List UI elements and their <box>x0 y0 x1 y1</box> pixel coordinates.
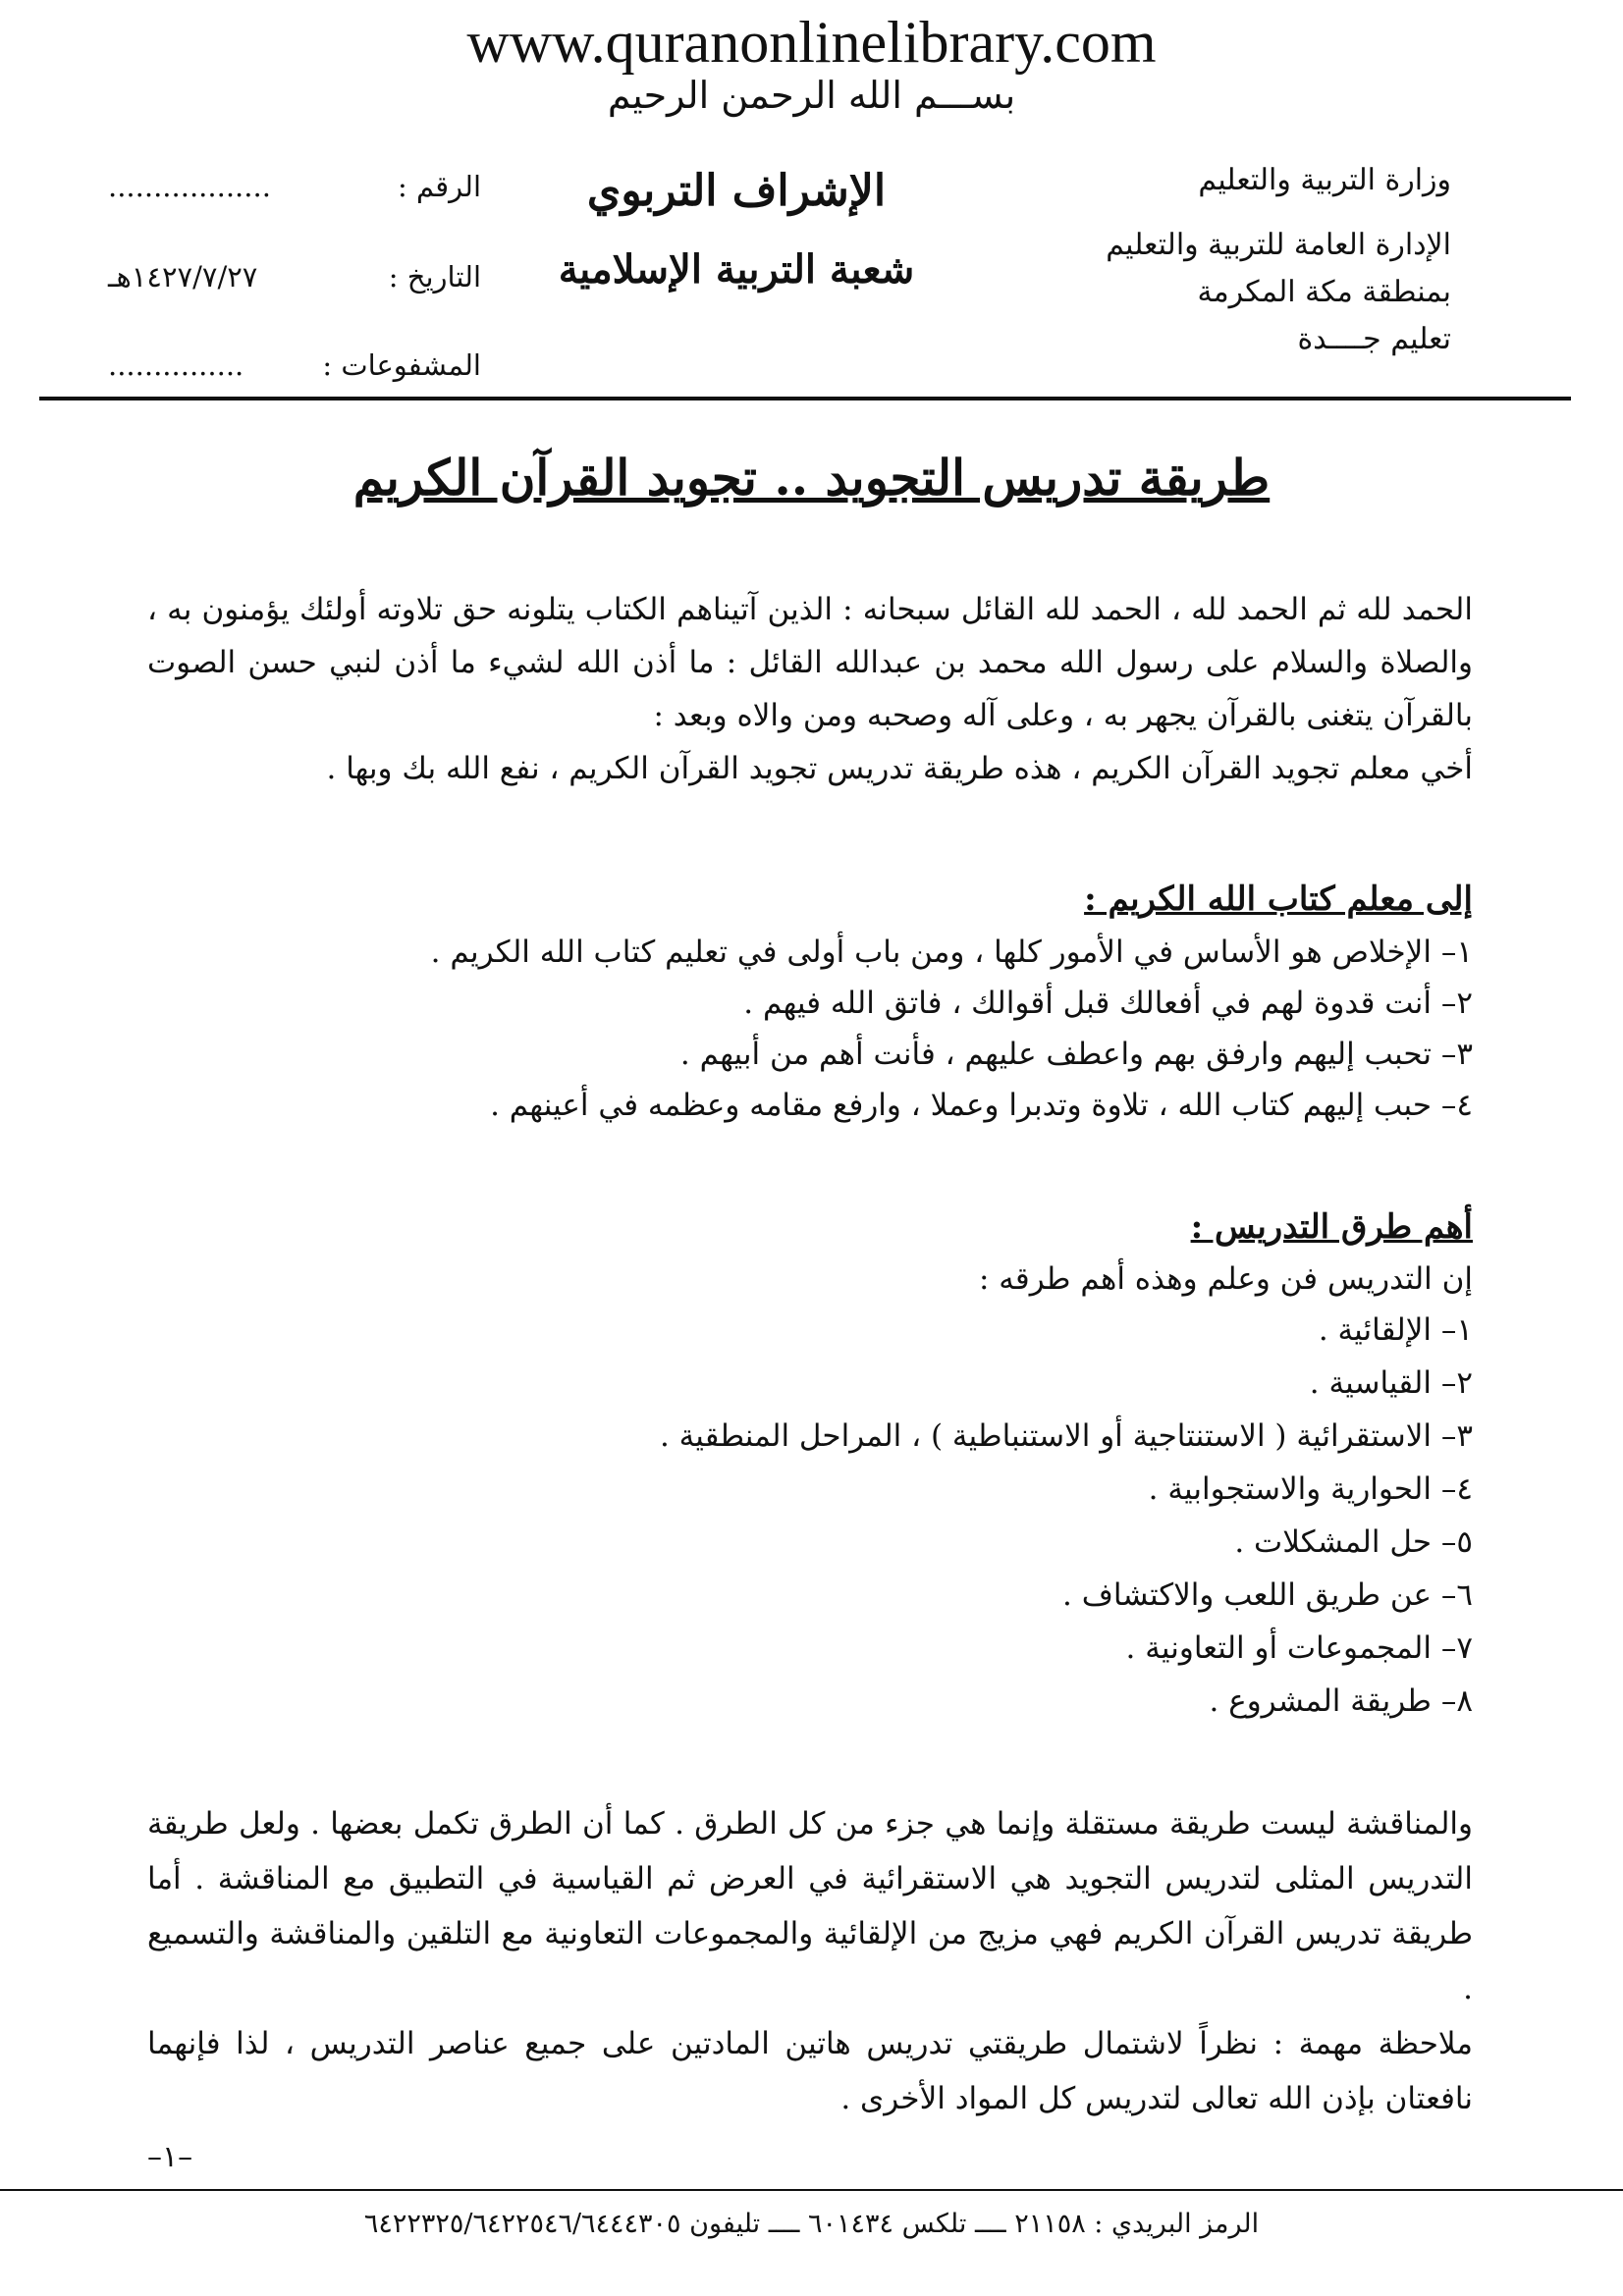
intro-paragraph <box>147 583 1473 795</box>
list-item: ٤– حبب إليهم كتاب الله ، تلاوة وتدبرا وعملا ، وارفع مقامه وعظمه في أعينهم . <box>490 1088 1473 1123</box>
intro-text: الحمد لله ثم الحمد لله ، الحمد لله القائل سبحانه : الذين آتيناهم الكتاب يتلونه حق تلاوته أولئك يؤمنون به ، والصلاة والسلام على رسول الله محمد بن عبدالله القائل : ما أذن الله لشيء ما أذن لنبي حسن الصوت بالقرآن يتغنى بالقرآن يجهر به ، وعلى آله وصحبه ومن والاه وبعد : <box>147 592 1473 733</box>
date-row <box>108 253 481 300</box>
ministry-line: وزارة التربية والتعليم <box>1198 163 1451 197</box>
closing-text: والمناقشة ليست طريقة مستقلة وإنما هي جزء من كل الطرق . كما أن الطرق تكمل بعضها . ولعل طريقة التدريس المثلى لتدريس التجويد هي الاستقرائية في العرض ثم القياسية في التطبيق مع المناقشة . أما طريقة تدريس القرآن الكريم فهي مزيج من الإلقائية والمجموعات التعاونية مع التلقين والمناقشة والتسميع . <box>147 1806 1473 2006</box>
teacher-advice-section <box>147 872 1473 1131</box>
attachments-label: المشفوعات : <box>322 348 481 382</box>
footer-divider <box>0 2189 1623 2191</box>
closing-paragraph <box>147 1796 1473 2126</box>
teacher-advice-list <box>147 927 1473 1131</box>
list-item: ٨– طريقة المشروع . <box>1209 1683 1473 1719</box>
list-item: ٢– القياسية . <box>1309 1365 1473 1401</box>
page-number: –١– <box>147 2140 193 2174</box>
attachments-row <box>108 342 481 389</box>
department-title: الإشراف التربوي <box>586 166 887 216</box>
teaching-methods-heading: أهم طرق التدريس : <box>1190 1207 1473 1247</box>
teaching-methods-lead: إن التدريس فن وعلم وهذه أهم طرقه : <box>978 1261 1473 1297</box>
intro-dedication: أخي معلم تجويد القرآن الكريم ، هذه طريقة تدريس تجويد القرآن الكريم ، نفع الله بك وبها . <box>326 751 1473 786</box>
reference-block <box>108 157 481 389</box>
header-divider <box>39 397 1571 400</box>
list-item: ١– الإخلاص هو الأساس في الأمور كلها ، ومن باب أولى في تعليم كتاب الله الكريم . <box>430 934 1473 970</box>
list-item: ٥– حل المشكلات . <box>1234 1524 1473 1560</box>
teaching-methods-section <box>147 1200 1473 1728</box>
list-item: ٦– عن طريق اللعب والاكتشاف . <box>1062 1577 1473 1613</box>
ref-row <box>108 163 481 210</box>
list-item: ٧– المجموعات أو التعاونية . <box>1125 1630 1473 1666</box>
document-title: طريقة تدريس التجويد .. تجويد القرآن الكريم <box>352 449 1271 507</box>
basmala: بســـم الله الرحمن الرحيم <box>607 74 1016 117</box>
list-item: ٣– الاستقرائية ( الاستنتاجية أو الاستنباطية ) ، المراحل المنطقية . <box>659 1418 1473 1454</box>
list-item: ٣– تحبب إليهم وارفق بهم واعطف عليهم ، فأنت أهم من أبيهم . <box>679 1037 1473 1072</box>
date-value: ١٤٢٧/٧/٢٧هـ <box>108 260 258 294</box>
attachments-value: ............... <box>108 348 244 382</box>
list-item: ٢– أنت قدوة لهم في أفعالك قبل أقوالك ، فاتق الله فيهم . <box>743 986 1473 1021</box>
ministry-block <box>941 157 1451 363</box>
section-title: شعبة التربية الإسلامية <box>558 246 915 293</box>
date-label: التاريخ : <box>388 260 481 294</box>
teacher-advice-heading: إلى معلم كتاب الله الكريم : <box>1084 880 1473 919</box>
region-line: بمنطقة مكة المكرمة <box>1197 275 1451 309</box>
ref-label: الرقم : <box>397 170 481 203</box>
footer-contact: الرمز البريدي : ٢١١٥٨ ــــ تلكس ٦٠١٤٣٤ ــــ تليفون ٦٤٢٢٣٢٥/٦٤٢٢٥٤٦/٦٤٤٤٣٠٥ <box>363 2209 1260 2239</box>
list-item: ٤– الحوارية والاستجوابية . <box>1148 1471 1473 1507</box>
directorate-line: الإدارة العامة للتربية والتعليم <box>1106 228 1451 262</box>
site-url: www.quranonlinelibrary.com <box>466 10 1157 75</box>
list-item: ١– الإلقائية . <box>1318 1312 1473 1348</box>
teaching-methods-list <box>147 1304 1473 1728</box>
office-line: تعليم جــــدة <box>1297 322 1451 356</box>
department-block <box>491 157 982 304</box>
important-note: ملاحظة مهمة : نظراً لاشتمال طريقتي تدريس هاتين المادتين على جميع عناصر التدريس ، لذا فإنهما نافعتان بإذن الله تعالى لتدريس كل المواد الأخرى . <box>147 2026 1473 2116</box>
ref-value: .................. <box>108 170 271 203</box>
